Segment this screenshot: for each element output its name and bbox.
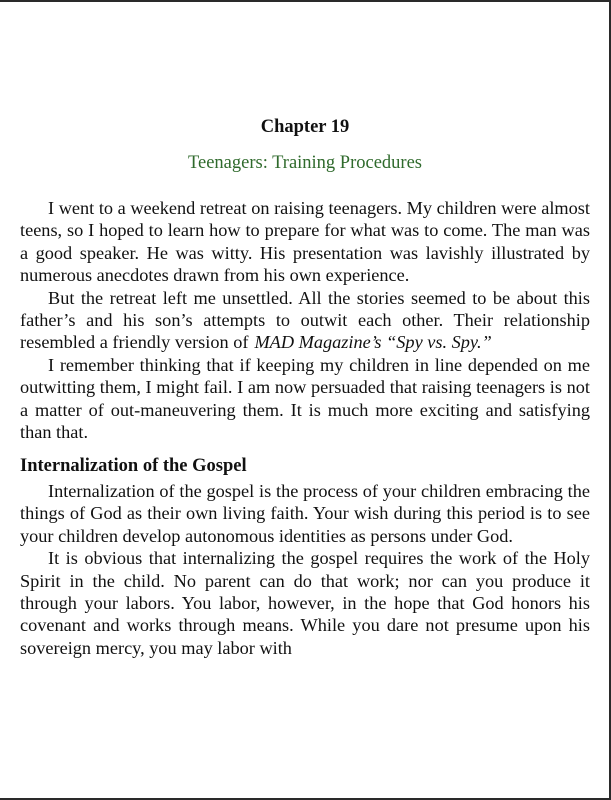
paragraph-3: I remember thinking that if keeping my children in line depended on me outwitting them, I might fail. I am now persuaded that raising teenagers is not a matter of out-maneuvering them. It is much more exciting and satisfying than that. <box>20 354 590 443</box>
page-content <box>20 110 590 659</box>
section-paragraph-1: Internalization of the gospel is the process of your children embracing the things of God as their own living faith. Your wish during this period is to see your children develop autonomous identities as persons under God. <box>20 480 590 546</box>
paragraph-1: I went to a weekend retreat on raising teenagers. My children were almost teens, so I hoped to learn how to prepare for what was to come. The man was a good speaker. He was witty. His presentation was lavishly illustrated by numerous anecdotes drawn from his own experience. <box>20 198 590 286</box>
paragraph-2-text: But the retreat left me unsettled. All the stories seemed to be about this father’s and his son’s attempts to outwit each other. Their relationship resembled a friendly version of <box>20 287 590 353</box>
magazine-reference: MAD Magazine’s “Spy vs. Spy.” <box>254 332 492 353</box>
section-heading: Internalization of the Gospel <box>20 456 247 477</box>
chapter-subtitle: Teenagers: Training Procedures <box>187 153 422 173</box>
section-paragraph-2: It is obvious that internalizing the gospel requires the work of the Holy Spirit in the child. No parent can do that work; nor can you produce it through your labors. You labor, however, in the hope that God honors his covenant and works through means. While you dare not presume upon his sovereign mercy, you may labor with <box>20 548 590 658</box>
paragraph-2 <box>20 287 590 354</box>
chapter-title: Chapter 19 <box>260 117 350 137</box>
